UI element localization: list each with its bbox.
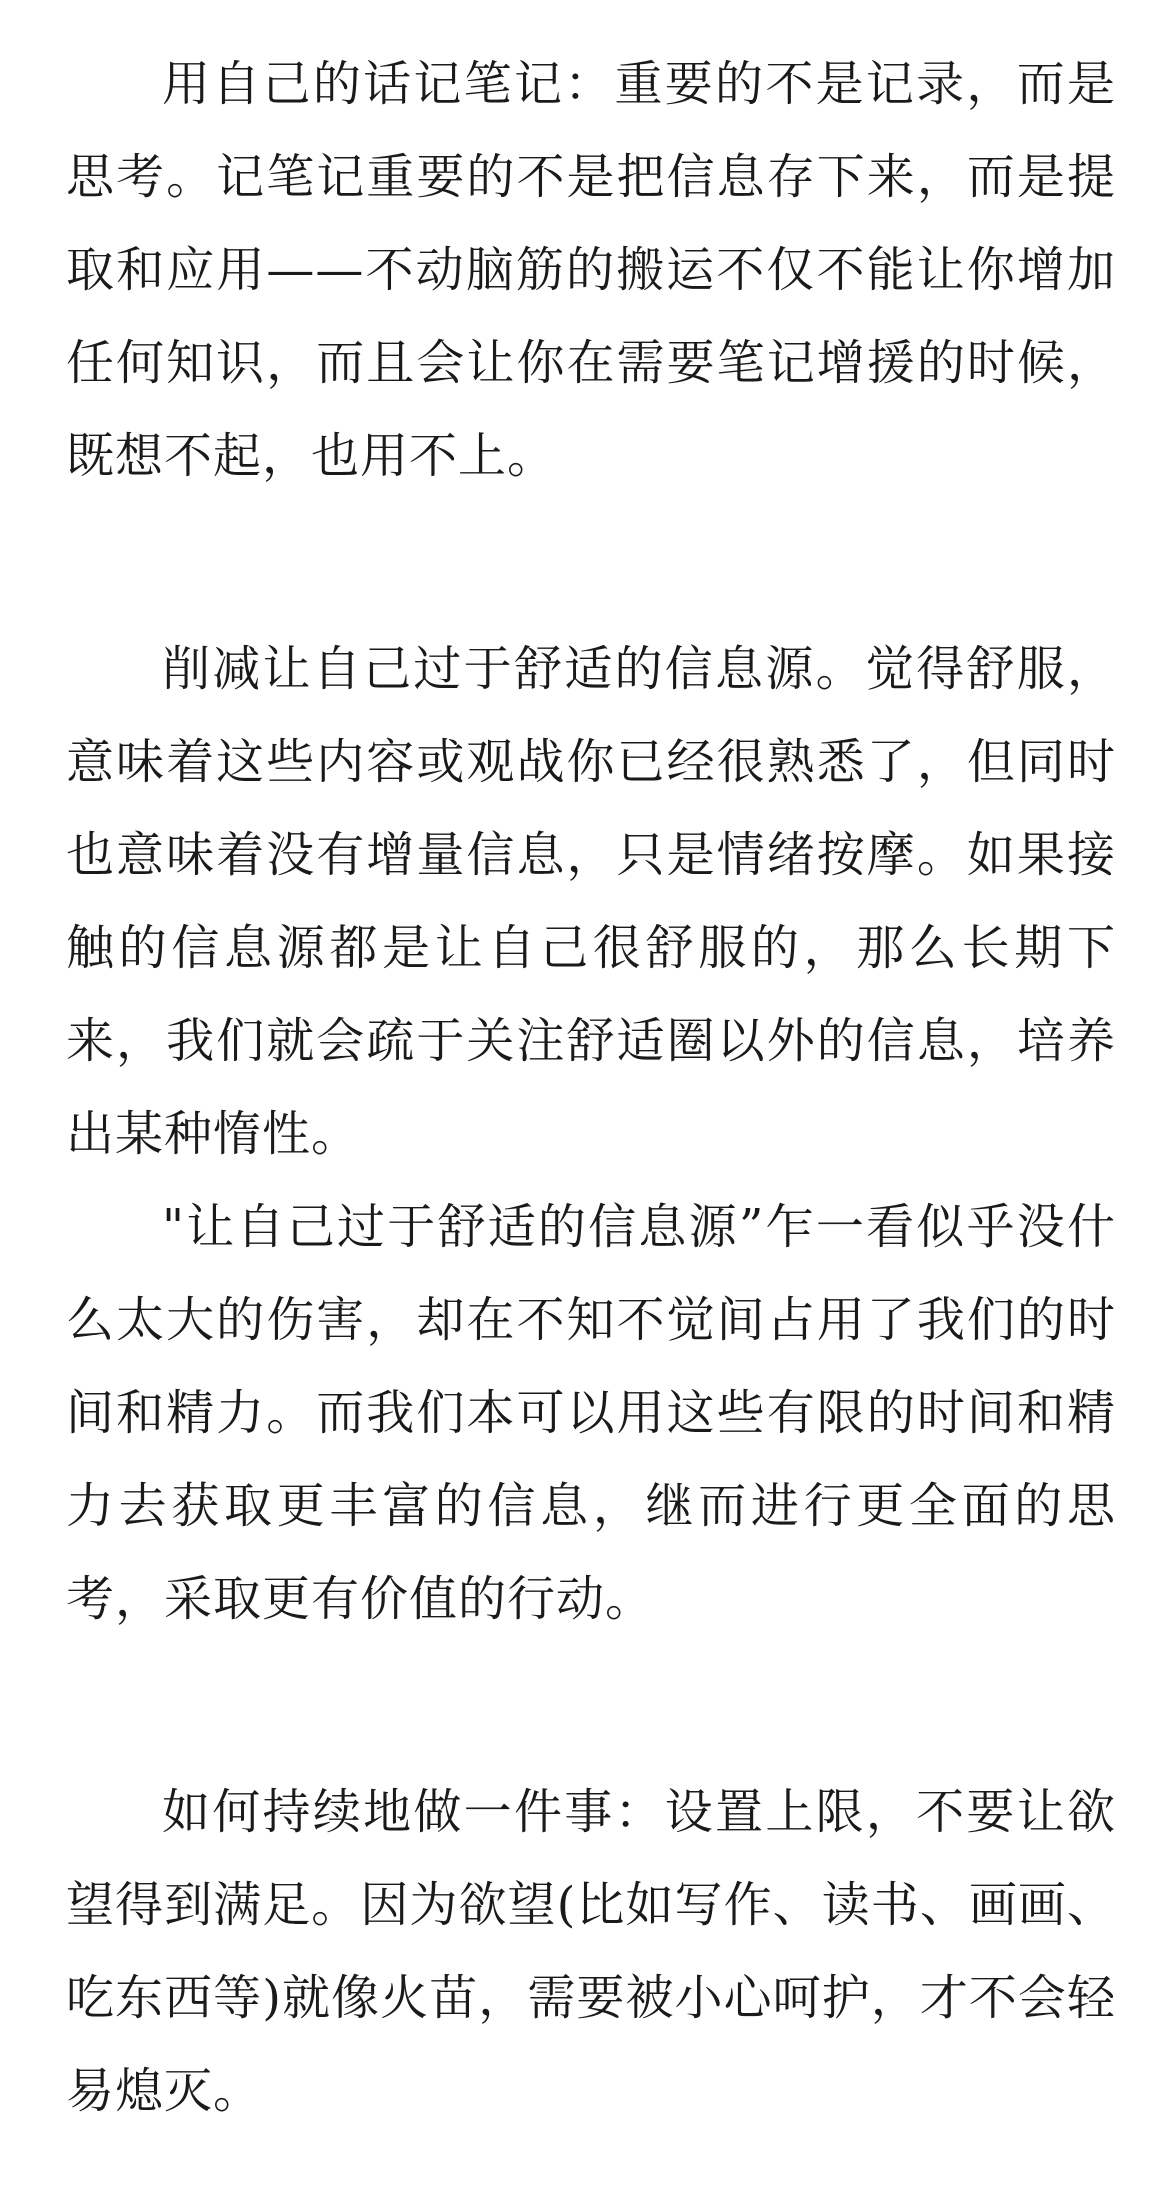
paragraph-comfort-sources-cost: "让自己过于舒适的信息源”乍一看似乎没什么太大的伤害，却在不知不觉间占用了我们的时间和精力。而我们本可以用这些有限的时间和精力去获取更丰富的信息，继而进行更全面的思考，采取更有价值的行动。 — [66, 1199, 1116, 1627]
paragraph-comfort-sources: 削减让自己过于舒适的信息源。觉得舒服，意味着这些内容或观战你已经很熟悉了，但同时也意味着没有增量信息，只是情绪按摩。如果接触的信息源都是让自己很舒服的，那么长期下来，我们就会疏于关注舒适圈以外的信息，培养出某种惰性。 — [66, 641, 1116, 1162]
section-spacer — [66, 1646, 1116, 1766]
document-page — [66, 38, 1116, 2138]
section-spacer — [66, 503, 1116, 623]
paragraph-persistence: 如何持续地做一件事：设置上限，不要让欲望得到满足。因为欲望(比如写作、读书、画画、吃东西等)就像火苗，需要被小心呵护，才不会轻易熄灭。 — [66, 1784, 1116, 2119]
paragraph-note-taking: 用自己的话记笔记：重要的不是记录，而是思考。记笔记重要的不是把信息存下来，而是提取和应用——不动脑筋的搬运不仅不能让你增加任何知识，而且会让你在需要笔记增援的时候，既想不起，也用不上。 — [66, 56, 1116, 484]
